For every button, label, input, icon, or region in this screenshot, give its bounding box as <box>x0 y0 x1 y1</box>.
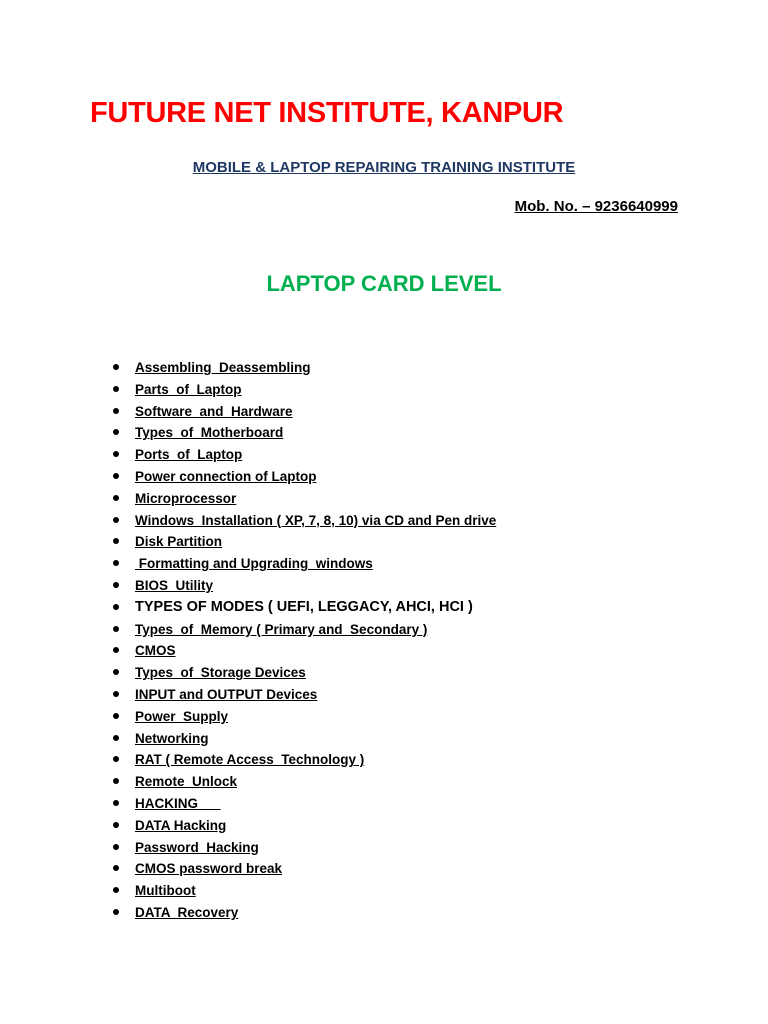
bullet-icon <box>113 495 119 501</box>
page-title: FUTURE NET INSTITUTE, KANPUR <box>90 97 564 129</box>
list-item-text: Assembling Deassembling <box>135 360 311 375</box>
bullet-icon <box>113 604 119 610</box>
bullet-icon <box>113 865 119 871</box>
bullet-icon <box>113 364 119 370</box>
list-item-text: CMOS <box>135 643 176 659</box>
list-item-text: INPUT and OUTPUT Devices <box>135 686 318 702</box>
list-item-text: Formatting and Upgrading windows <box>135 556 373 572</box>
bullet-icon <box>113 909 119 915</box>
bullet-icon <box>113 735 119 741</box>
list-item-text: CMOS password break <box>135 861 283 877</box>
bullet-icon <box>113 778 119 784</box>
bullet-icon <box>113 691 119 697</box>
bullet-icon <box>113 669 119 675</box>
section-heading: LAPTOP CARD LEVEL <box>266 271 502 296</box>
list-item-text: DATA Recovery <box>135 904 239 920</box>
list-item-text: RAT ( Remote Access Technology ) <box>135 752 365 768</box>
list-item-text: Power Supply <box>135 708 229 724</box>
bullet-icon <box>113 408 119 414</box>
list-item-text: Remote Unlock <box>135 774 238 790</box>
list-item-text: DATA Hacking <box>135 817 227 833</box>
bullet-icon <box>113 517 119 523</box>
institute-subtitle: MOBILE & LAPTOP REPAIRING TRAINING INSTITUTE <box>192 159 576 176</box>
mobile-number: Mob. No. – 9236640999 <box>514 198 678 215</box>
list-item-text: Windows Installation ( XP, 7, 8, 10) via CD and Pen drive <box>135 512 497 528</box>
bullet-icon <box>113 887 119 893</box>
bullet-icon <box>113 756 119 762</box>
list-item-text: TYPES OF MODES ( UEFI, LEGGACY, AHCI, HCI ) <box>135 598 473 615</box>
bullet-icon <box>113 560 119 566</box>
list-item-text: Microprocessor <box>135 490 237 506</box>
bullet-icon <box>113 451 119 457</box>
bullet-icon <box>113 473 119 479</box>
bullet-icon <box>113 538 119 544</box>
bullet-icon <box>113 844 119 850</box>
bullet-icon <box>113 647 119 653</box>
list-item-text: Types of Motherboard <box>135 425 284 441</box>
bullet-icon <box>113 582 119 588</box>
bullet-icon <box>113 822 119 828</box>
bullet-icon <box>113 626 119 632</box>
bullet-icon <box>113 713 119 719</box>
list-item-text: Types of Storage Devices <box>135 665 306 681</box>
list-item-text: Types of Memory ( Primary and Secondary ) <box>135 621 428 637</box>
list-item-text: Multiboot <box>135 883 196 899</box>
list-item-text: HACKING <box>135 795 221 811</box>
list-item-text: Password Hacking <box>135 839 259 855</box>
bullet-icon <box>113 386 119 392</box>
list-item-text: Power connection of Laptop <box>135 468 317 484</box>
list-item-text: Disk Partition <box>135 534 223 550</box>
bullet-icon <box>113 429 119 435</box>
list-item-text: BIOS Utility <box>135 577 214 593</box>
list-item-text: Parts of Laptop <box>135 381 242 397</box>
list-item-text: Networking <box>135 730 209 746</box>
list-item-text: Ports of Laptop <box>135 447 243 463</box>
list-item-text: Software and Hardware <box>135 403 293 419</box>
bullet-icon <box>113 800 119 806</box>
